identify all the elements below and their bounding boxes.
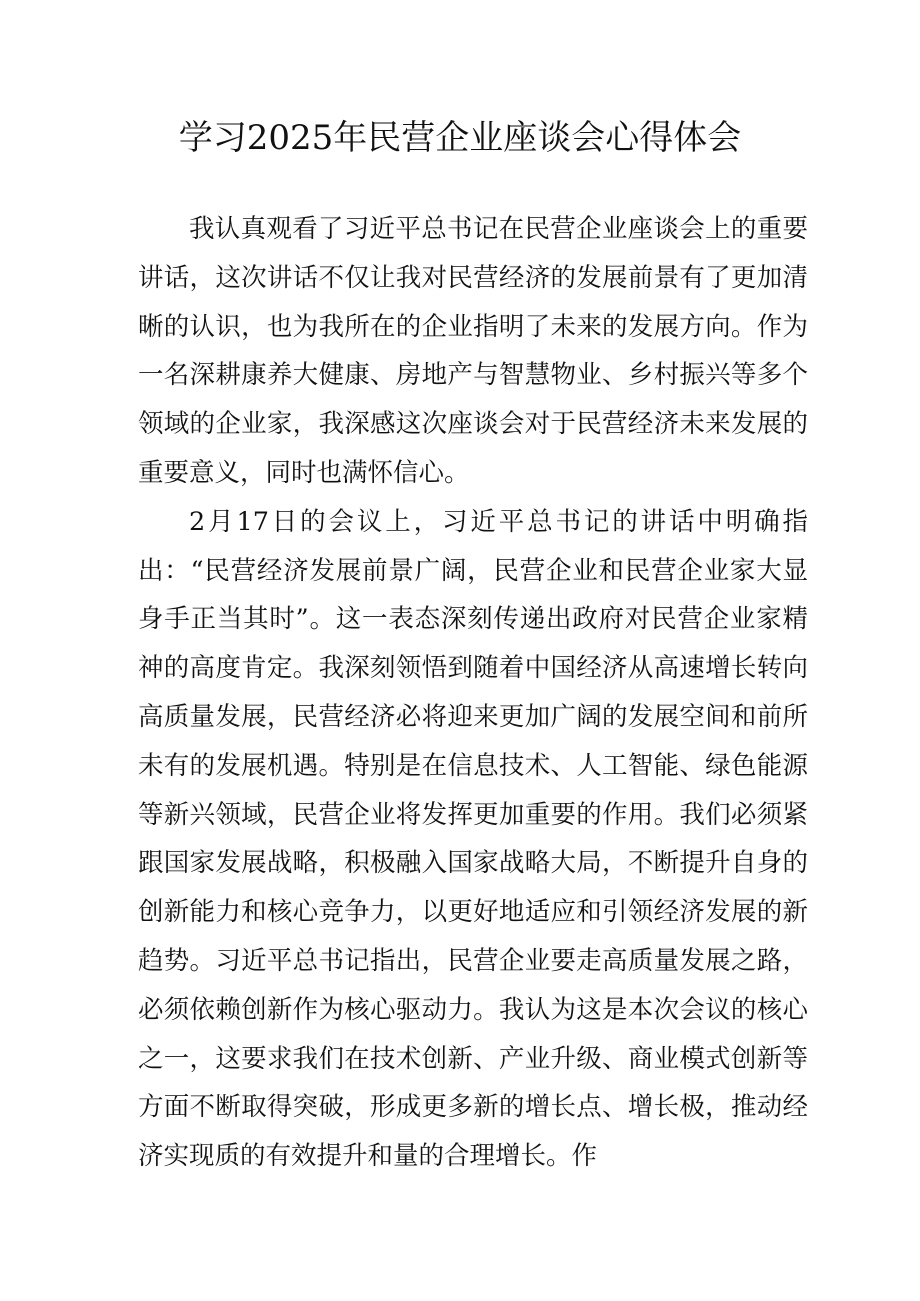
document-title: 学习2025年民营企业座谈会心得体会 [178, 118, 742, 158]
document-body [138, 205, 808, 1181]
paragraph-1: 我认真观看了习近平总书记在民营企业座谈会上的重要讲话，这次讲话不仅让我对民营经济的发展前景有了更加清晰的认识，也为我所在的企业指明了未来的发展方向。作为一名深耕康养大健康、房地产与智慧物业、乡村振兴等多个领域的企业家，我深感这次座谈会对于民营经济未来发展的重要意义，同时也满怀信心。 [138, 214, 808, 488]
paragraph-2: 2月17日的会议上，习近平总书记的讲话中明确指出：“民营经济发展前景广阔，民营企业和民营企业家大显身手正当其时”。这一表态深刻传递出政府对民营企业家精神的高度肯定。我深刻领悟到随着中国经济从高速增长转向高质量发展，民营经济必将迎来更加广阔的发展空间和前所未有的发展机遇。特别是在信息技术、人工智能、绿色能源等新兴领域，民营企业将发挥更加重要的作用。我们必须紧跟国家发展战略，积极融入国家战略大局，不断提升自身的创新能力和核心竞争力，以更好地适应和引领经济发展的新趋势。习近平总书记指出，民营企业要走高质量发展之路，必须依赖创新作为核心驱动力。我认为这是本次会议的核心之一，这要求我们在技术创新、产业升级、商业模式创新等方面不断取得突破，形成更多新的增长点、增长极，推动经济实现质的有效提升和量的合理增长。作 [138, 506, 808, 1172]
